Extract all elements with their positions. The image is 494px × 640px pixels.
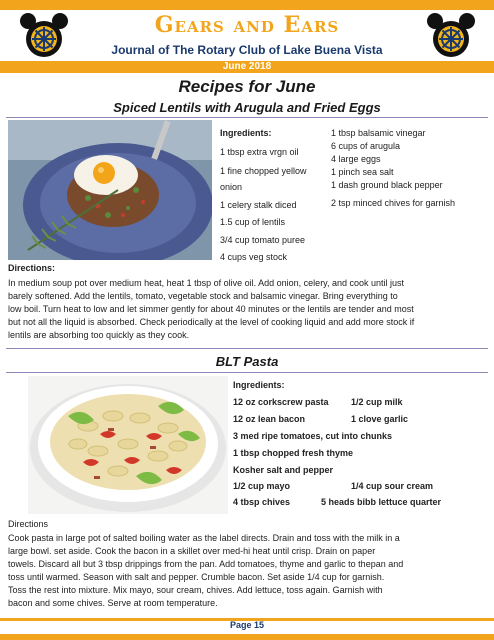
ingredient-item: 12 oz corkscrew pasta [233, 397, 329, 407]
page-title: Recipes for June [178, 77, 316, 96]
directions-line: In medium soup pot over medium heat, heat 1 tbsp of olive oil. Add onion, celery, and cook until just [8, 278, 405, 288]
rotary-mouse-logo-right [427, 12, 475, 60]
recipe1-title: Spiced Lentils with Arugula and Fried Eggs [113, 100, 381, 115]
recipe2-ingredients [233, 380, 489, 510]
ingredient-item: 4 cups veg stock [220, 252, 288, 262]
recipe1-divider [6, 117, 488, 118]
top-color-bar [0, 0, 494, 10]
ingredient-item: 5 heads bibb lettuce quarter [321, 497, 442, 507]
recipe1-ingredients-label: Ingredients: [220, 128, 272, 138]
directions-line: barely softened. Add the lentils, tomato, vegetable stock and balsamic vinegar. Bring everything to [8, 291, 398, 301]
blt-pasta-photo [28, 376, 228, 514]
lentils-egg-photo [8, 120, 212, 260]
ingredient-item: 1 pinch sea salt [331, 167, 394, 177]
issue-date-bar [0, 61, 494, 73]
directions-line: low boil. Turn heat to low and let simmer gently for about 40 minutes or the lentils are tender and most [8, 304, 414, 314]
directions-line: Cook pasta in large pot of salted boiling water as the label directs. Drain and toss with the milk in a [8, 533, 400, 543]
rotary-mouse-logo-left [20, 12, 68, 60]
ingredient-item: onion [220, 182, 243, 192]
section-divider [6, 348, 488, 349]
ingredient-item: 1.5 cup of lentils [220, 217, 286, 227]
ingredient-item: 1 dash ground black pepper [331, 180, 443, 190]
ingredient-item: 3/4 cup tomato puree [220, 235, 306, 245]
ingredient-item: Kosher salt and pepper [233, 465, 334, 475]
issue-date: June 2018 [222, 61, 272, 72]
ingredient-item: 1/2 cup milk [351, 397, 403, 407]
masthead-title: Gears and Ears [154, 12, 340, 38]
recipe2-ingredients-label: Ingredients: [233, 380, 285, 390]
ingredient-item: 1 fine chopped yellow [220, 166, 307, 176]
ingredient-item: 4 tbsp chives [233, 497, 291, 507]
recipe2-directions [8, 532, 486, 610]
recipe1-directions-label: Directions: [8, 263, 56, 273]
ingredient-item: 2 tsp minced chives for garnish [331, 198, 456, 208]
directions-line: bacon and some chives. Serve at room temperature. [8, 598, 218, 608]
recipe1-directions [8, 277, 486, 342]
directions-line: Toss the rest into mixture. Mix mayo, sour cream, chives. Add lettuce, toss again. Garnish with [8, 585, 383, 595]
page-number: Page 15 [229, 620, 265, 630]
directions-line: but not all the liquid is absorbed. Check periodically at the level of cooking liquid and add more stock if [8, 317, 415, 327]
directions-line: towels. Discard all but 3 tbsp drippings from the pan. Add tomatoes, thyme and garlic to thepan and [8, 559, 404, 569]
ingredient-item: 1/4 cup sour cream [351, 481, 434, 491]
ingredient-item: 1/2 cup mayo [233, 481, 291, 491]
ingredient-item: 1 celery stalk diced [220, 200, 297, 210]
directions-line: large bowl. set aside. Cook the bacon in a skillet over med-hi heat until crisp. Drain on paper [8, 546, 376, 556]
ingredient-item: 12 oz lean bacon [233, 414, 306, 424]
directions-line: toss until warmed. Season with salt and pepper. Crumble bacon. Set aside 1/4 cup for garnish. [8, 572, 385, 582]
recipe2-divider [6, 372, 488, 373]
ingredient-item: 4 large eggs [331, 154, 381, 164]
recipe1-ingredients-col1 [220, 128, 330, 268]
ingredient-item: 1 tbsp balsamic vinegar [331, 128, 426, 138]
recipe2-title: BLT Pasta [215, 354, 279, 369]
recipe2-directions-label: Directions [8, 519, 49, 529]
ingredient-item: 3 med ripe tomatoes, cut into chunks [233, 431, 393, 441]
recipe1-ingredients-col2 [331, 128, 491, 218]
ingredient-item: 6 cups of arugula [331, 141, 401, 151]
ingredient-item: 1 tbsp chopped fresh thyme [233, 448, 354, 458]
directions-line: lentils are absorbing too quickly as they cook. [8, 330, 190, 340]
ingredient-item: 1 tbsp extra vrgn oil [220, 147, 299, 157]
ingredient-item: 1 clove garlic [351, 414, 409, 424]
journal-subtitle: Journal of The Rotary Club of Lake Buena Vista [111, 43, 383, 57]
